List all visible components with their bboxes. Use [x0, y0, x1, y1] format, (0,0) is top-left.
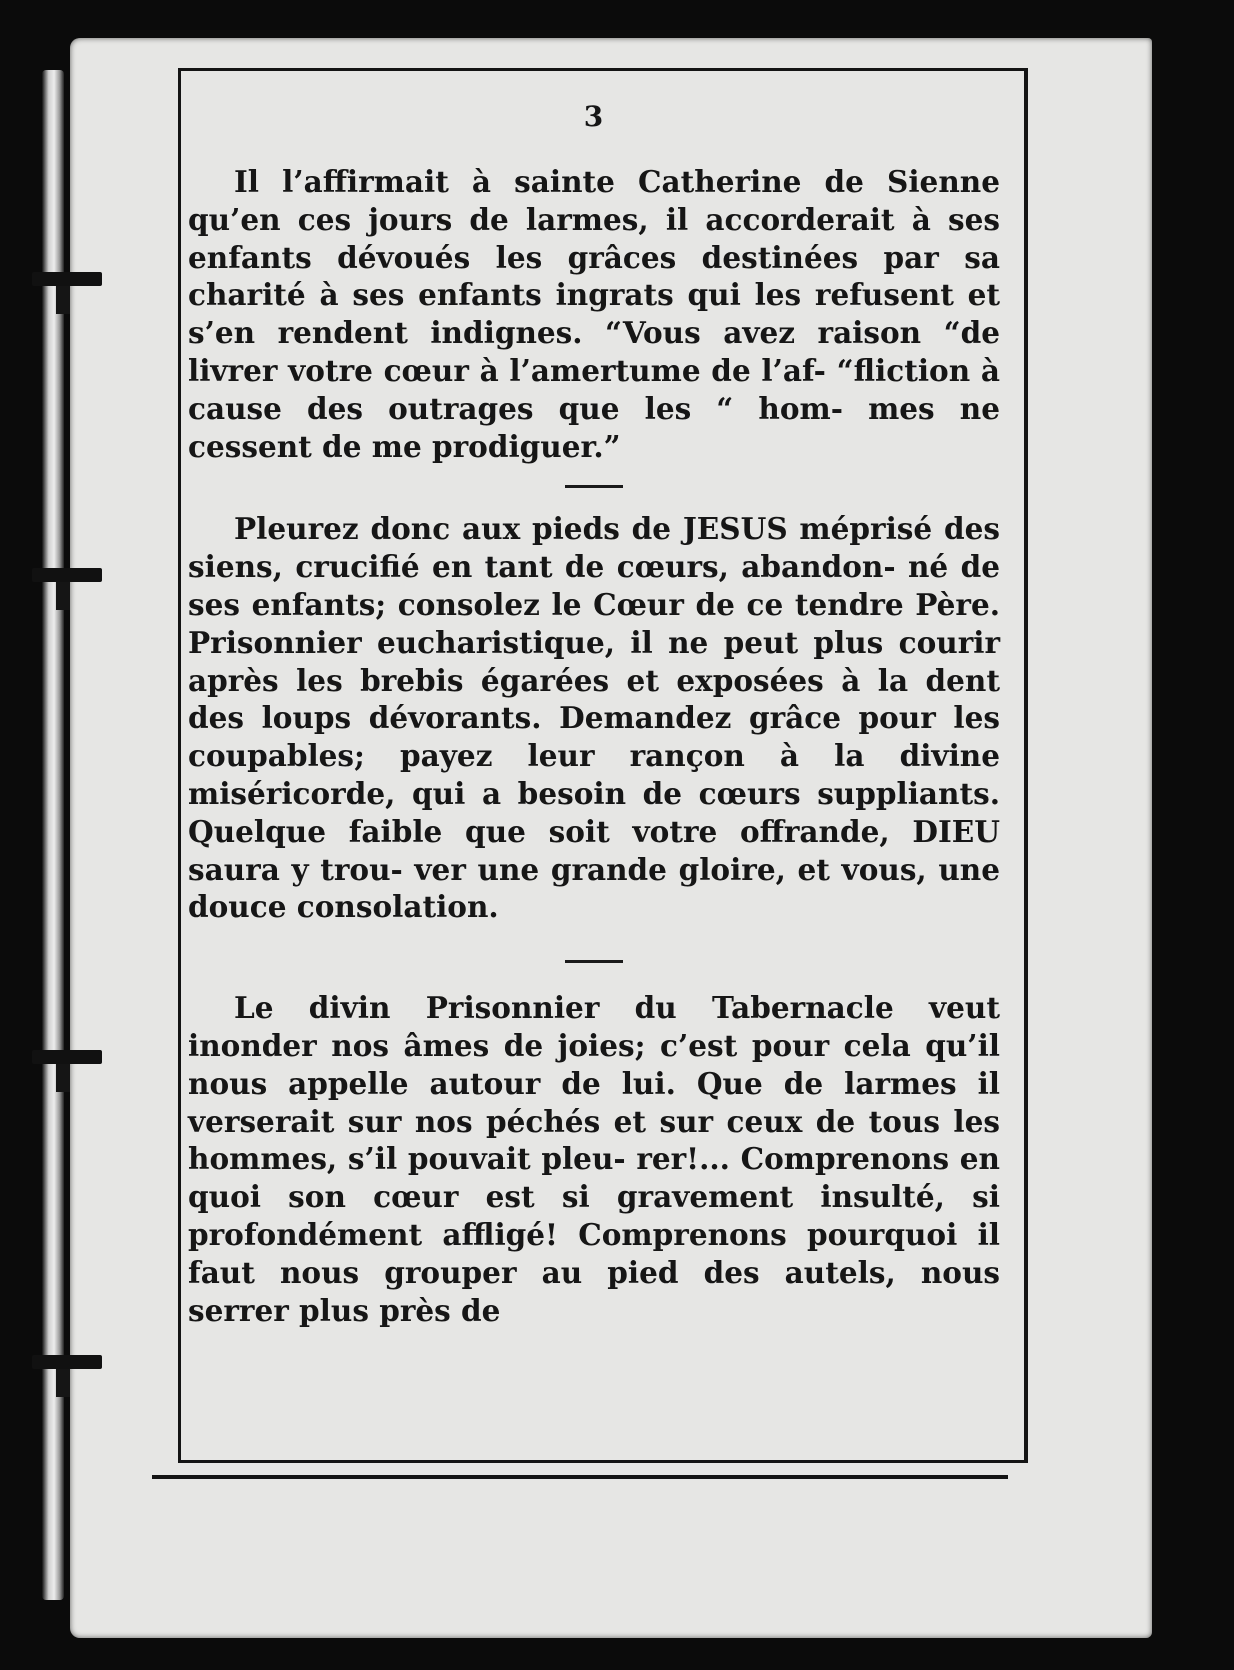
binding-staple: [32, 568, 102, 582]
binding-staple: [32, 272, 102, 286]
paragraph-1: Il l’affirmait à sainte Catherine de Sienne qu’en ces jours de larmes, il accorderait à ses enfants dévoués les grâces destinées par sa charité à ses enfants ingrats qui les refusent et s’en rendent indignes. “Vous avez raison “de livrer votre cœur à l’amertume de l’af- “fliction à cause des outrages que les “ hom- mes ne cessent de me prodiguer.”: [188, 164, 1000, 464]
section-separator: [565, 960, 623, 963]
frame-bottom-rule: [152, 1475, 1008, 1479]
paragraph-3: Le divin Prisonnier du Tabernacle veut inonder nos âmes de joies; c’est pour cela qu’il nous appelle autour de lui. Que de larmes il verserait sur nos péchés et sur ceux de tous les hommes, s’il pouvait pleu- rer!... Comprenons en quoi son cœur est si gravement insulté, si profondément affligé! Comprenons pourquoi il faut nous grouper au pied des autels, nous serrer plus près de: [188, 990, 1000, 1328]
page-number: 3: [583, 100, 605, 133]
paragraph-2: Pleurez donc aux pieds de JESUS méprisé des siens, crucifié en tant de cœurs, abandon- né de ses enfants; consolez le Cœur de ce tendre Père. Prisonnier eucharistique, il ne peut plus courir après les brebis égarées et exposées à la dent des loups dévorants. Demandez grâce pour les coupables; payez leur rançon à la divine miséricorde, qui a besoin de cœurs suppliants. Quelque faible que soit votre offrande, DIEU saura y trou- ver une grande gloire, et vous, une douce consolation.: [188, 511, 1000, 925]
section-separator: [565, 485, 623, 488]
text-block: [188, 100, 1000, 1329]
binding-staple: [32, 1355, 102, 1369]
binding-staple: [32, 1050, 102, 1064]
